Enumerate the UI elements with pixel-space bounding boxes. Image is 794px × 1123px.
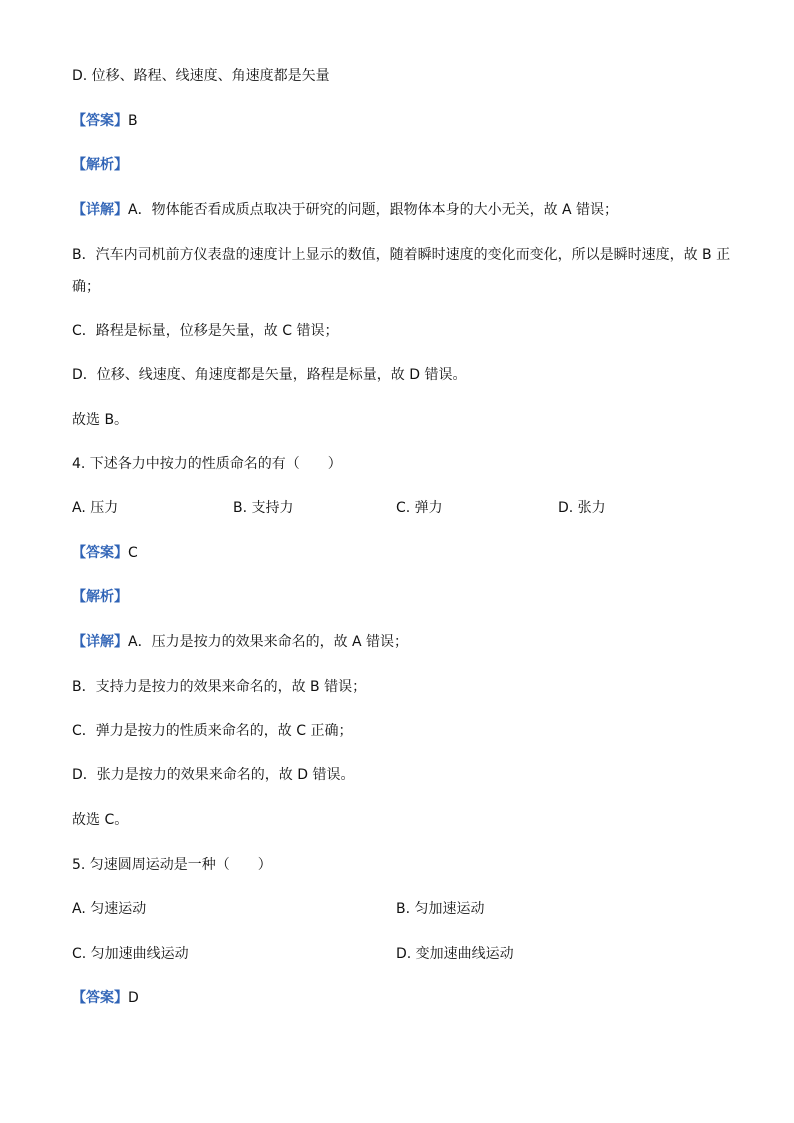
detail-text: A．压力是按力的效果来命名的，故 A 错误；	[128, 634, 409, 650]
detail-q3-b-line2: 确；	[72, 279, 100, 295]
detail-text: A．物体能否看成质点取决于研究的问题，跟物体本身的大小无关，故 A 错误；	[128, 202, 619, 218]
answer-label: 【答案】	[72, 990, 128, 1006]
q5-option-b: B. 匀加速运动	[396, 901, 485, 917]
question-4: 4. 下述各力中按力的性质命名的有（ ）	[72, 456, 342, 472]
analysis-q3	[72, 155, 128, 175]
analysis-label: 【解析】	[72, 157, 128, 173]
choose-q4: 故选 C。	[72, 812, 129, 828]
detail-q4-d: D．张力是按力的效果来命名的，故 D 错误。	[72, 767, 355, 783]
answer-value: D	[128, 990, 139, 1006]
detail-q3-a	[72, 200, 618, 220]
q5-option-c: C. 匀加速曲线运动	[72, 946, 189, 962]
detail-q4-b: B．支持力是按力的效果来命名的，故 B 错误；	[72, 679, 367, 695]
question-5: 5. 匀速圆周运动是一种（ ）	[72, 857, 272, 873]
q4-option-d: D. 张力	[558, 500, 606, 516]
analysis-q4	[72, 587, 128, 607]
detail-q4-a	[72, 632, 408, 652]
q5-option-d: D. 变加速曲线运动	[396, 946, 514, 962]
detail-q4-c: C．弹力是按力的性质来命名的，故 C 正确；	[72, 723, 353, 739]
answer-label: 【答案】	[72, 545, 128, 561]
choose-q3: 故选 B。	[72, 412, 129, 428]
q4-option-b: B. 支持力	[233, 500, 294, 516]
answer-q5	[72, 988, 139, 1008]
q4-option-c: C. 弹力	[396, 500, 443, 516]
analysis-label: 【解析】	[72, 589, 128, 605]
detail-q3-c: C．路程是标量，位移是矢量，故 C 错误；	[72, 323, 339, 339]
option-d-q3: D. 位移、路程、线速度、角速度都是矢量	[72, 68, 330, 84]
answer-value: B	[128, 113, 138, 129]
answer-label: 【答案】	[72, 113, 128, 129]
q4-option-a: A. 压力	[72, 500, 119, 516]
answer-q3	[72, 111, 138, 131]
detail-label: 【详解】	[72, 202, 128, 218]
detail-q3-d: D．位移、线速度、角速度都是矢量，路程是标量，故 D 错误。	[72, 367, 467, 383]
answer-value: C	[128, 545, 138, 561]
detail-q3-b-line1: B．汽车内司机前方仪表盘的速度计上显示的数值，随着瞬时速度的变化而变化，所以是瞬时速度，故 B 正	[72, 247, 731, 263]
answer-q4	[72, 543, 138, 563]
q5-option-a: A. 匀速运动	[72, 901, 147, 917]
detail-label: 【详解】	[72, 634, 128, 650]
